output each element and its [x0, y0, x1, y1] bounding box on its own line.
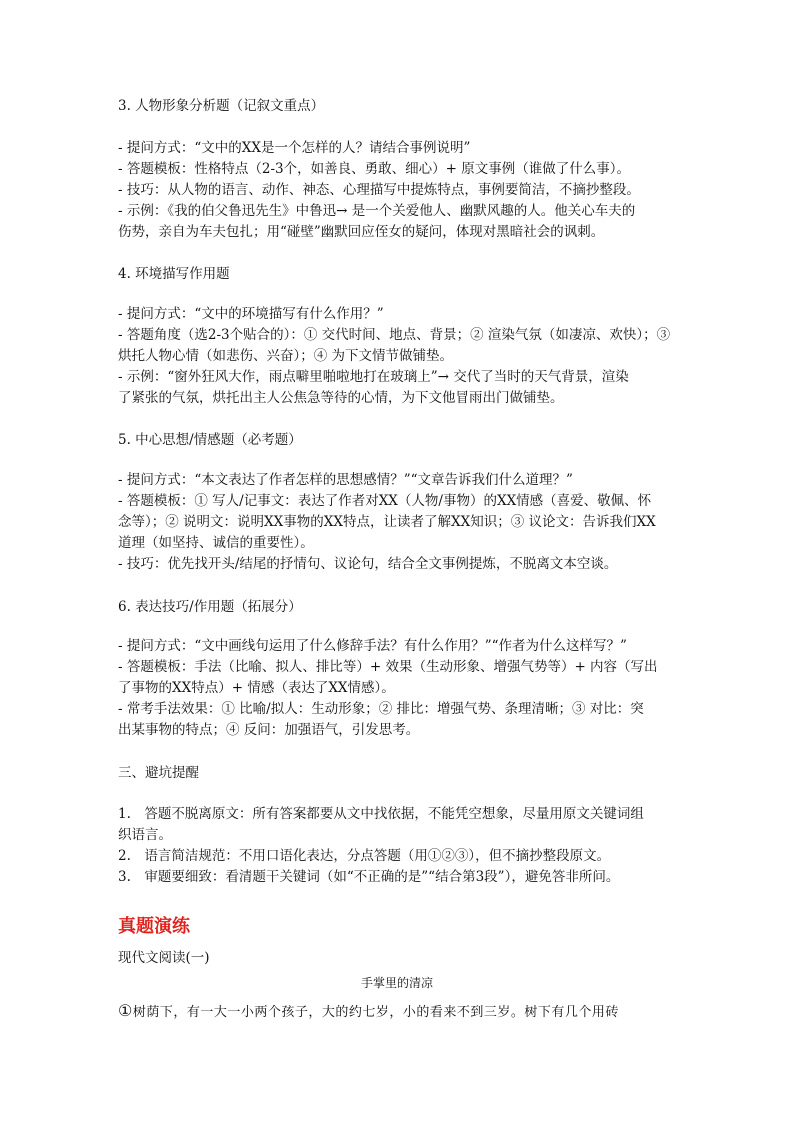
reminder-item-1-cont: 织语言。: [118, 827, 172, 843]
reading-subheading: 现代文阅读(一): [118, 950, 210, 966]
paragraph-number-marker: ①: [118, 1001, 133, 1020]
tip-line: - 技巧：从人物的语言、动作、神态、心理描写中提炼特点，事例要简洁，不摘抄整段。: [118, 182, 640, 198]
section-title: 5. 中心思想/情感题（必考题）: [118, 432, 302, 448]
question-format-line: - 提问方式：“文中的环境描写有什么作用？”: [118, 306, 384, 322]
question-format-line: - 提问方式：“文中的XX是一个怎样的人？请结合事例说明”: [118, 140, 471, 156]
reminder-item-2: 2. 语言简洁规范：不用口语化表达，分点答题（用①②③），但不摘抄整段原文。: [118, 848, 611, 864]
answer-template-line: - 答题模板：性格特点（2-3个，如善良、勇敢、细心）+ 原文事例（谁做了什么事）。: [118, 161, 630, 177]
question-format-line: - 提问方式：“本文表达了作者怎样的思想感情？”“文章告诉我们什么道理？”: [118, 472, 573, 488]
answer-template-line-cont2: 道理（如坚持、诚信的重要性）。: [118, 535, 314, 551]
answer-template-line-cont: 念等）；② 说明文：说明XX事物的XX特点，让读者了解XX知识；③ 议论文：告诉我们XX: [118, 514, 656, 530]
section-central-idea: [118, 430, 678, 451]
example-line-cont: 伤势，亲自为车夫包扎；用“碰壁”幽默回应侄女的疑问，体现对黑暗社会的讽刺。: [118, 224, 605, 240]
section-title: 6. 表达技巧/作用题（拓展分）: [118, 599, 302, 615]
article-title: 手掌里的清凉: [360, 976, 433, 990]
practice-heading: 真题演练: [118, 916, 190, 937]
answer-angle-line: - 答题角度（选2-3个贴合的）：① 交代时间、地点、背景；② 渲染气氛（如凄凉、欢快）；③: [118, 327, 671, 343]
section-title: 4. 环境描写作用题: [118, 266, 230, 282]
section-title: 三、避坑提醒: [118, 765, 199, 781]
section-title: 3. 人物形象分析题（记叙文重点）: [118, 98, 325, 114]
section-pitfall-reminders-body: [118, 804, 678, 888]
example-line-cont: 了紧张的气氛，烘托出主人公焦急等待的心情，为下文他冒雨出门做铺垫。: [118, 390, 564, 406]
question-format-line: - 提问方式：“文中画线句运用了什么修辞手法？有什么作用？”“作者为什么这样写？”: [118, 638, 627, 654]
common-effects-line-cont: 出某事物的特点；④ 反问：加强语气，引发思考。: [118, 722, 420, 738]
answer-angle-line-cont: 烘托人物心情（如悲伤、兴奋）；④ 为下文情节做铺垫。: [118, 348, 454, 364]
reminder-item-3: 3. 审题要细致：看清题干关键词（如“不正确的是”“结合第3段”），避免答非所问。: [118, 869, 620, 885]
example-line: - 示例：《我的伯父鲁迅先生》中鲁迅→ 是一个关爱他人、幽默风趣的人。他关心车夫的: [118, 203, 636, 219]
example-line: - 示例：“窗外狂风大作，雨点噼里啪啦地打在玻璃上”→ 交代了当时的天气背景，渲染: [118, 369, 629, 385]
tip-line: - 技巧：优先找开头/结尾的抒情句、议论句，结合全文事例提炼，不脱离文本空谈。: [118, 556, 618, 572]
answer-template-line: - 答题模板：手法（比喻、拟人、排比等）+ 效果（生动形象、增强气势等）+ 内容（写出: [118, 659, 658, 675]
paragraph-text: 树荫下，有一大一小两个孩子，大的约七岁，小的看来不到三岁。树下有几个用砖: [132, 1005, 619, 1020]
section-expression-technique-body: [118, 636, 678, 741]
reminder-item-1: 1. 答题不脱离原文：所有答案都要从文中找依据，不能凭空想象，尽量用原文关键词组: [118, 806, 644, 822]
section-pitfall-reminders: [118, 763, 678, 784]
section-environment: [118, 264, 678, 285]
answer-template-line-cont: 了事物的XX特点）+ 情感（表达了XX情感）。: [118, 680, 395, 696]
section-character-analysis-body: [118, 138, 678, 243]
section-central-idea-body: [118, 470, 678, 575]
answer-template-line: - 答题模板：① 写人/记事文：表达了作者对XX（人物/事物）的XX情感（喜爱、敬佩、怀: [118, 493, 652, 509]
section-environment-body: [118, 304, 678, 409]
section-expression-technique: [118, 597, 678, 618]
section-character-analysis: [118, 96, 678, 117]
article-paragraph: [118, 1000, 678, 1023]
common-effects-line: - 常考手法效果：① 比喻/拟人：生动形象；② 排比：增强气势、条理清晰；③ 对比：突: [118, 701, 644, 717]
